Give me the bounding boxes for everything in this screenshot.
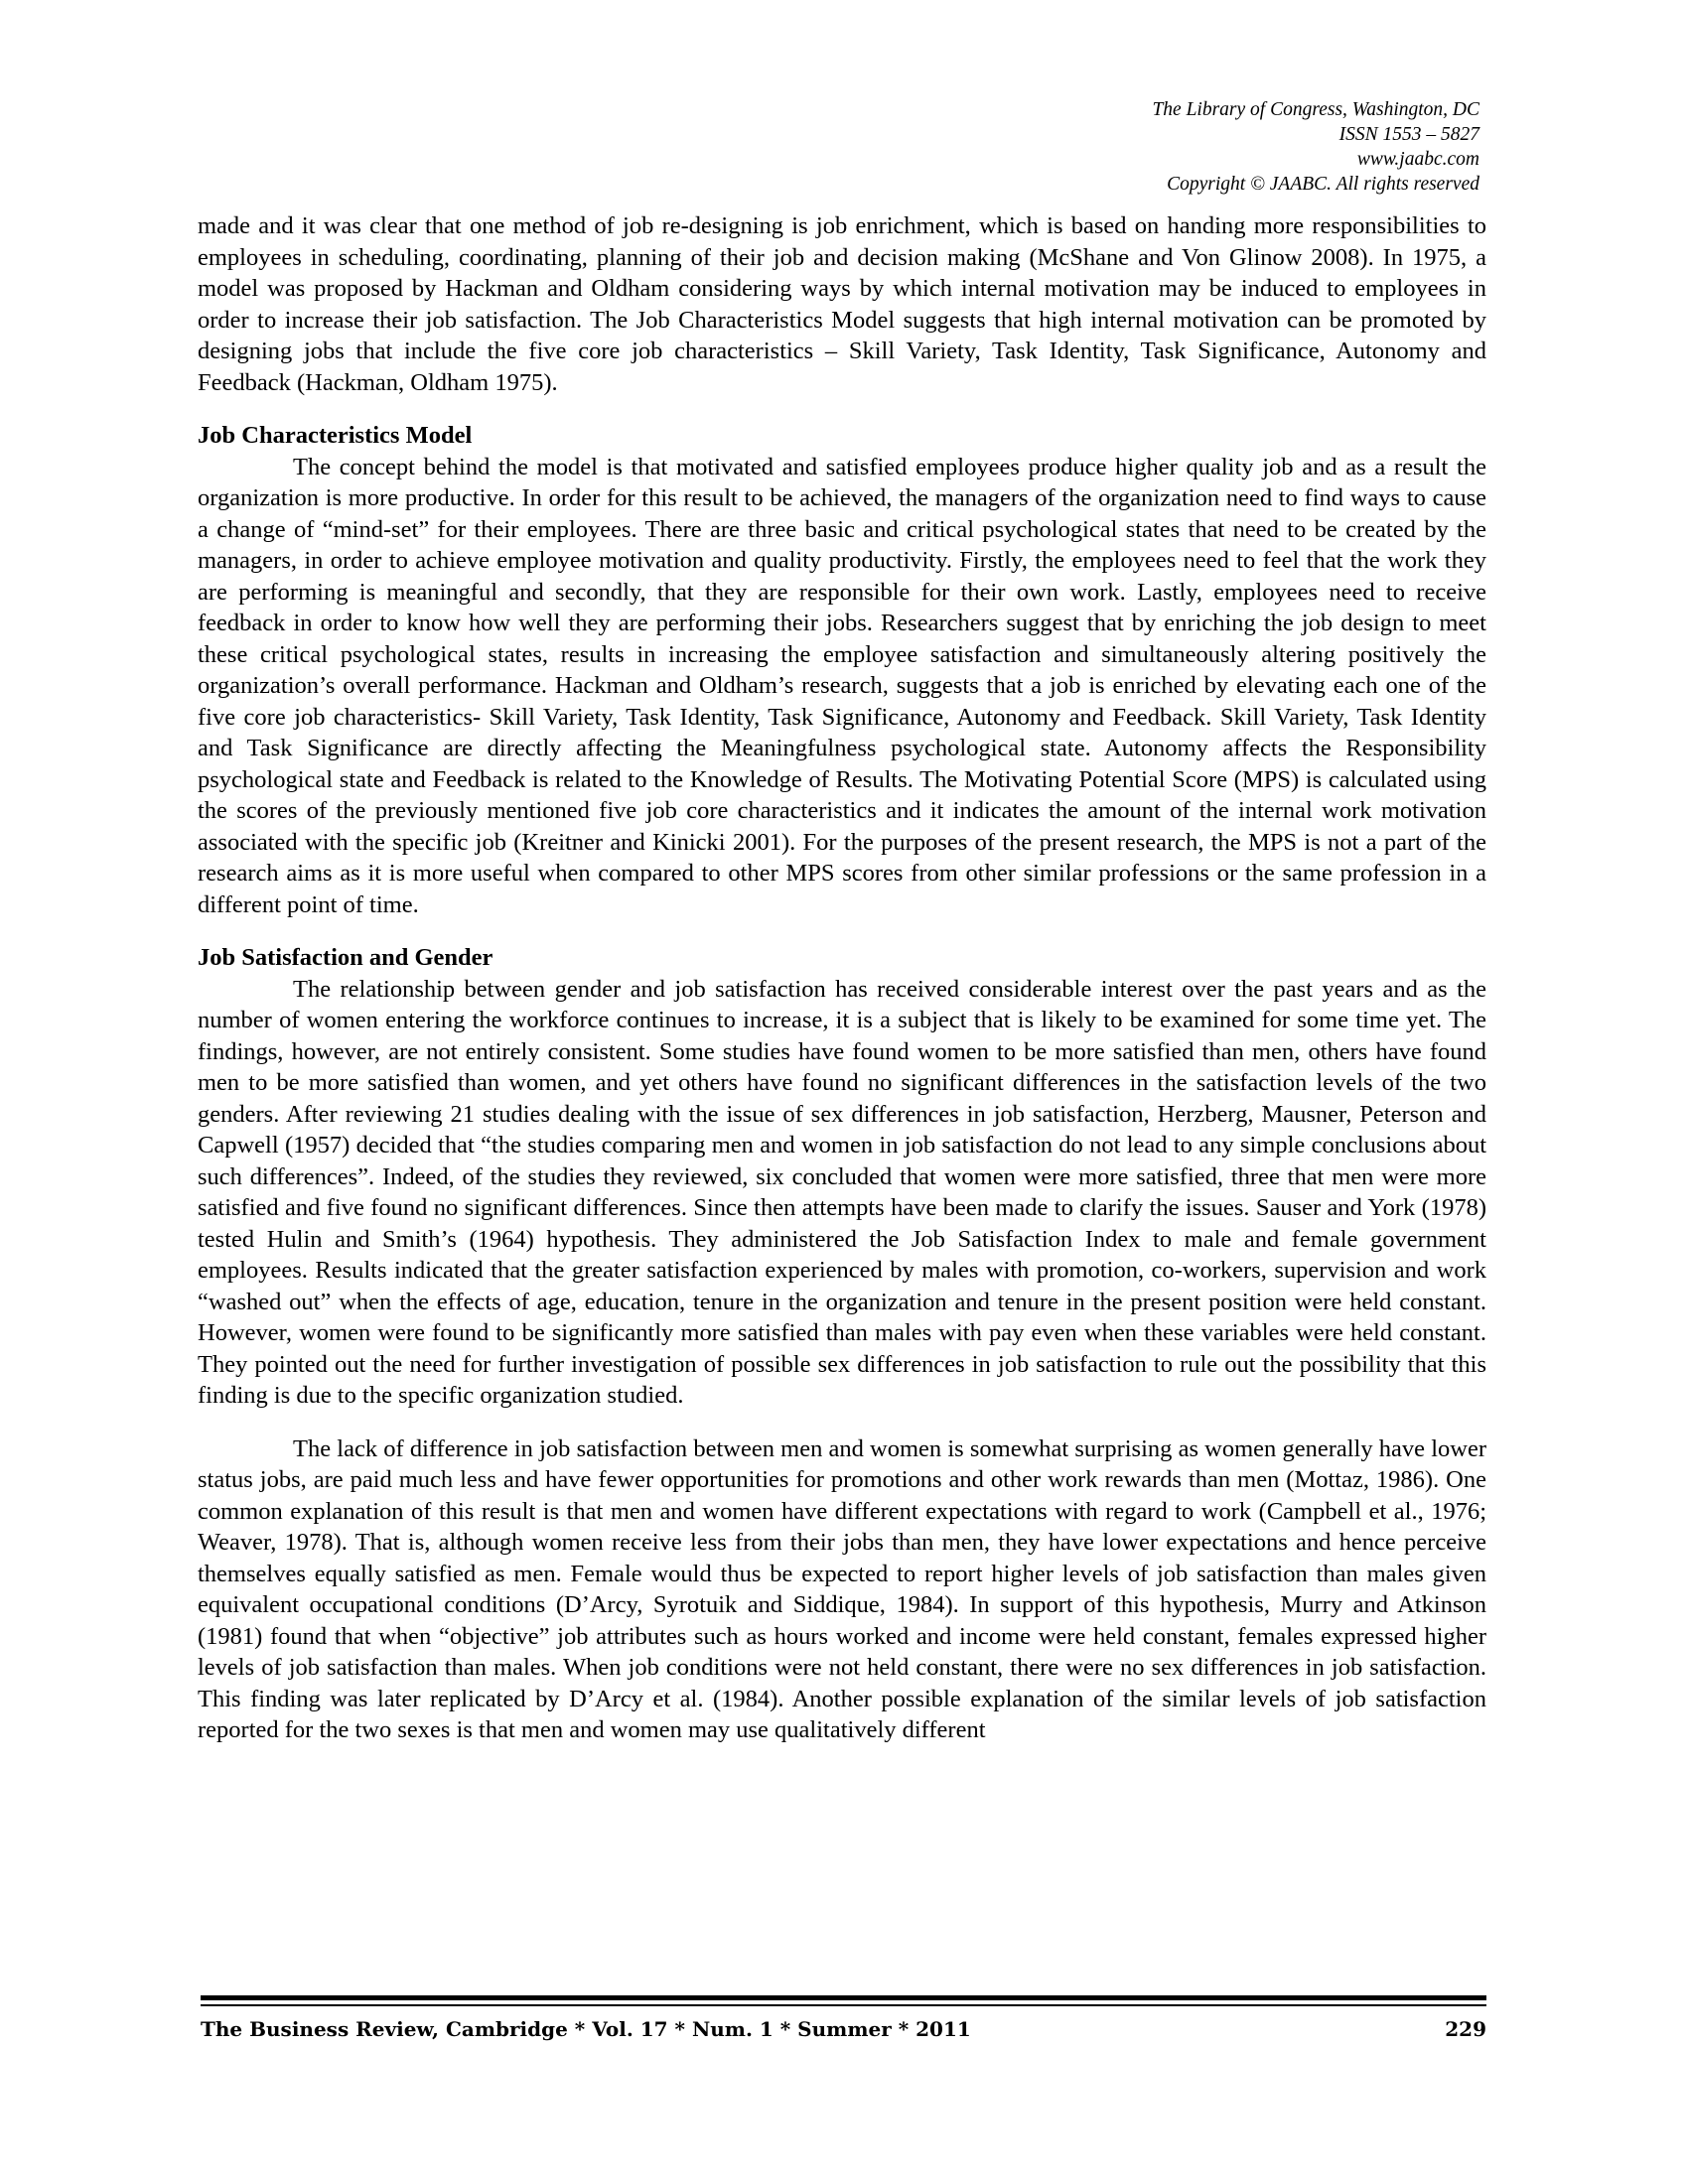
header-issn: ISSN 1553 – 5827	[1338, 124, 1479, 145]
paragraph-job-characteristics: The concept behind the model is that motivated and satisfied employees produce higher quality job and as a result the organization is more productive. In order for this result to be achieved, the managers of the organization need to find ways to cause a change of “mind-set” for their employees. There are three basic and critical psychological states that need to be created by the managers, in order to achieve employee motivation and quality productivity. Firstly, the employees need to feel that the work they are performing is meaningful and secondly, that they are responsible for their own work. Lastly, employees need to receive feedback in order to know how well they are performing their jobs. Researchers suggest that by enriching the job design to meet these critical psychological states, results in increasing the employee satisfaction and simultaneously altering positively the organization’s overall performance. Hackman and Oldham’s research, suggests that a job is enriched by elevating each one of the five core job characteristics- Skill Variety, Task Identity, Task Significance, Autonomy and Feedback. Skill Variety, Task Identity and Task Significance are directly affecting the Meaningfulness psychological state. Autonomy affects the Responsibility psychological state and Feedback is related to the Knowledge of Results. The Motivating Potential Score (MPS) is calculated using the scores of the previously mentioned five job core characteristics and it indicates the amount of the internal work motivation associated with the specific job (Kreitner and Kinicki 2001). For the purposes of the present research, the MPS is not a part of the research aims as it is more useful when compared to other MPS scores from other similar professions or the same profession in a different point of time.	[198, 453, 1486, 918]
page-header	[1152, 97, 1479, 197]
footer-rule-thick	[201, 1995, 1486, 2000]
article-body	[198, 210, 1486, 1746]
footer-rule-thin	[201, 2004, 1486, 2006]
paragraph-lack-of-difference: The lack of difference in job satisfaction between men and women is somewhat surprising as women generally have lower status jobs, are paid much less and have fewer opportunities for promotions and other work rewards than men (Mottaz, 1986). One common explanation of this result is that men and women have different expectations with regard to work (Campbell et al., 1976; Weaver, 1978). That is, although women receive less from their jobs than men, they have lower expectations and hence perceive themselves equally satisfied as men. Female would thus be expected to report higher levels of job satisfaction than males given equivalent occupational conditions (D’Arcy, Syrotuik and Siddique, 1984). In support of this hypothesis, Murry and Atkinson (1981) found that when “objective” job attributes such as hours worked and income were held constant, females expressed higher levels of job satisfaction than males. When job conditions were not held constant, there were no sex differences in job satisfaction. This finding was later replicated by D’Arcy et al. (1984). Another possible explanation of the similar levels of job satisfaction reported for the two sexes is that men and women may use qualitatively different	[198, 1434, 1486, 1743]
section-heading-job-characteristics: Job Characteristics Model	[198, 422, 473, 449]
header-website: www.jaabc.com	[1356, 149, 1479, 170]
header-publisher: The Library of Congress, Washington, DC	[1152, 99, 1479, 120]
paragraph-spacer	[198, 1412, 1486, 1433]
footer-journal-citation: The Business Review, Cambridge * Vol. 17 * Num. 1 * Summer * 2011	[201, 2017, 971, 2041]
footer-page-number: 229	[1445, 2017, 1486, 2041]
paragraph-gender-relationship: The relationship between gender and job satisfaction has received considerable interest over the past years and as the number of women entering the workforce continues to increase, it is a subject that is likely to be examined for some time yet. The findings, however, are not entirely consistent. Some studies have found women to be more satisfied than men, others have found men to be more satisfied than women, and yet others have found no significant differences in the satisfaction levels of the two genders. After reviewing 21 studies dealing with the issue of sex differences in job satisfaction, Herzberg, Mausner, Peterson and Capwell (1957) decided that “the studies comparing men and women in job satisfaction do not lead to any simple conclusions about such differences”. Indeed, of the studies they reviewed, six concluded that women were more satisfied, three that men were more satisfied and five found no significant differences. Since then attempts have been made to clarify the issues. Sauser and York (1978) tested Hulin and Smith’s (1964) hypothesis. They administered the Job Satisfaction Index to male and female government employees. Results indicated that the greater satisfaction experienced by males with promotion, co-workers, supervision and work “washed out” when the effects of age, education, tenure in the organization and tenure in the present position were held constant. However, women were found to be significantly more satisfied than males with pay even when these variables were held constant. They pointed out the need for further investigation of possible sex differences in job satisfaction to rule out the possibility that this finding is due to the specific organization studied.	[198, 975, 1486, 1409]
section-heading-job-satisfaction-gender: Job Satisfaction and Gender	[198, 944, 493, 971]
paragraph-intro: made and it was clear that one method of job re-designing is job enrichment, which is based on handing more responsibilities to employees in scheduling, coordinating, planning of their job and decision making (McShane and Von Glinow 2008). In 1975, a model was proposed by Hackman and Oldham considering ways by which internal motivation may be induced to employees in order to increase their job satisfaction. The Job Characteristics Model suggests that high internal motivation can be promoted by designing jobs that include the five core job characteristics – Skill Variety, Task Identity, Task Significance, Autonomy and Feedback (Hackman, Oldham 1975).	[198, 212, 1486, 396]
header-copyright: Copyright © JAABC. All rights reserved	[1167, 174, 1479, 195]
